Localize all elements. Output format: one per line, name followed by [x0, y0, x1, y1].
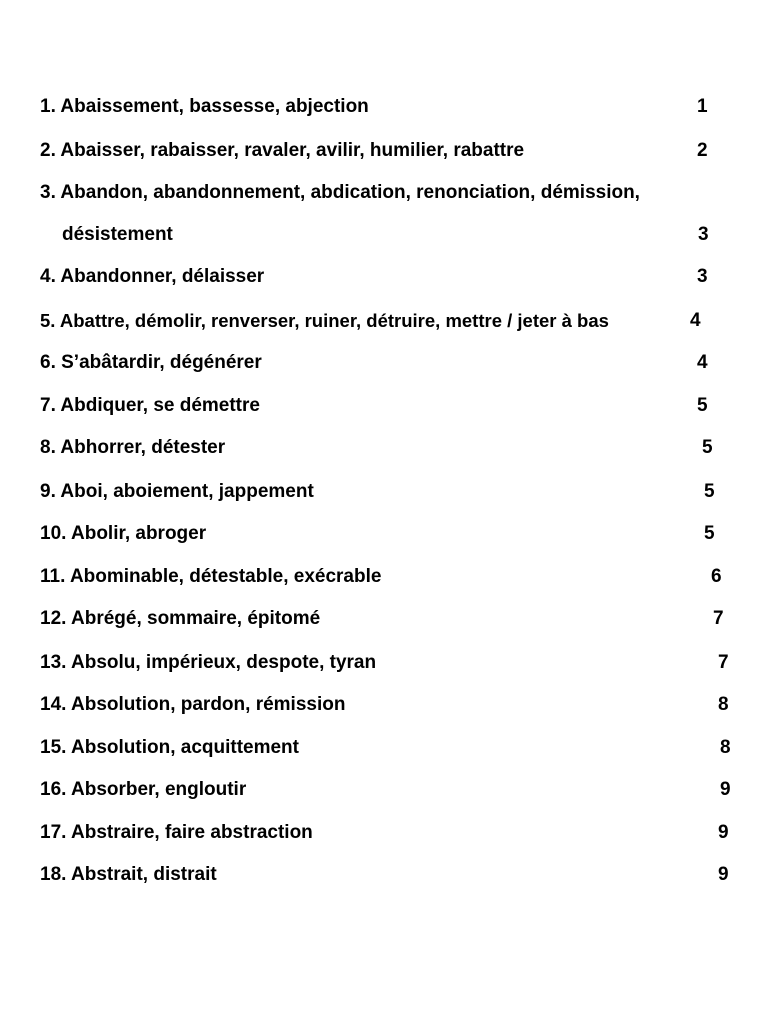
toc-entry-text: 9. Aboi, aboiement, jappement — [40, 481, 314, 502]
toc-entry-page: 3 — [697, 266, 708, 287]
toc-entry-text: 1. Abaissement, bassesse, abjection — [40, 96, 369, 117]
toc-entry-text: 3. Abandon, abandonnement, abdication, renonciation, démission, — [40, 182, 640, 203]
toc-entry-page: 6 — [711, 566, 722, 587]
toc-entry-page: 1 — [697, 96, 708, 117]
toc-entry-text: 11. Abominable, détestable, exécrable — [40, 566, 382, 587]
toc-entry-text: 10. Abolir, abroger — [40, 523, 207, 544]
toc-entry-page: 9 — [720, 779, 731, 800]
toc-entry-page: 4 — [697, 352, 708, 373]
toc-entry-text: 14. Absolution, pardon, rémission — [40, 694, 346, 715]
toc-entry-text: 16. Absorber, engloutir — [40, 779, 247, 800]
toc-entry-text: 13. Absolu, impérieux, despote, tyran — [40, 652, 377, 673]
toc-entry-text: 7. Abdiquer, se démettre — [40, 395, 260, 416]
toc-entry-text: 2. Abaisser, rabaisser, ravaler, avilir, humilier, rabattre — [40, 140, 525, 161]
toc-entry-page: 3 — [698, 224, 709, 245]
toc-entry-page: 5 — [697, 395, 708, 416]
toc-entry-page: 2 — [697, 140, 708, 161]
toc-entry-text: 15. Absolution, acquittement — [40, 737, 299, 758]
toc-entry-page: 5 — [704, 481, 715, 502]
toc-entry-page: 4 — [690, 310, 701, 331]
toc-entry-page: 9 — [718, 822, 729, 843]
toc-entry-text: 8. Abhorrer, détester — [40, 437, 226, 458]
toc-entry-text: 4. Abandonner, délaisser — [40, 266, 265, 287]
toc-entry-continuation: désistement — [62, 224, 173, 245]
toc-entry-text: 18. Abstrait, distrait — [40, 864, 217, 885]
toc-entry-page: 5 — [704, 523, 715, 544]
toc-entry-page: 9 — [718, 864, 729, 885]
toc-entry-page: 7 — [713, 608, 724, 629]
toc-entry-text: 17. Abstraire, faire abstraction — [40, 822, 313, 843]
toc-entry-page: 8 — [720, 737, 731, 758]
toc-entry-page: 5 — [702, 437, 713, 458]
toc-entry-text: 12. Abrégé, sommaire, épitomé — [40, 608, 321, 629]
toc-entry-text: 6. S’abâtardir, dégénérer — [40, 352, 262, 373]
toc-entry-page: 7 — [718, 652, 729, 673]
toc-entry-page: 8 — [718, 694, 729, 715]
toc-entry-text: 5. Abattre, démolir, renverser, ruiner, détruire, mettre / jeter à bas — [40, 310, 609, 331]
